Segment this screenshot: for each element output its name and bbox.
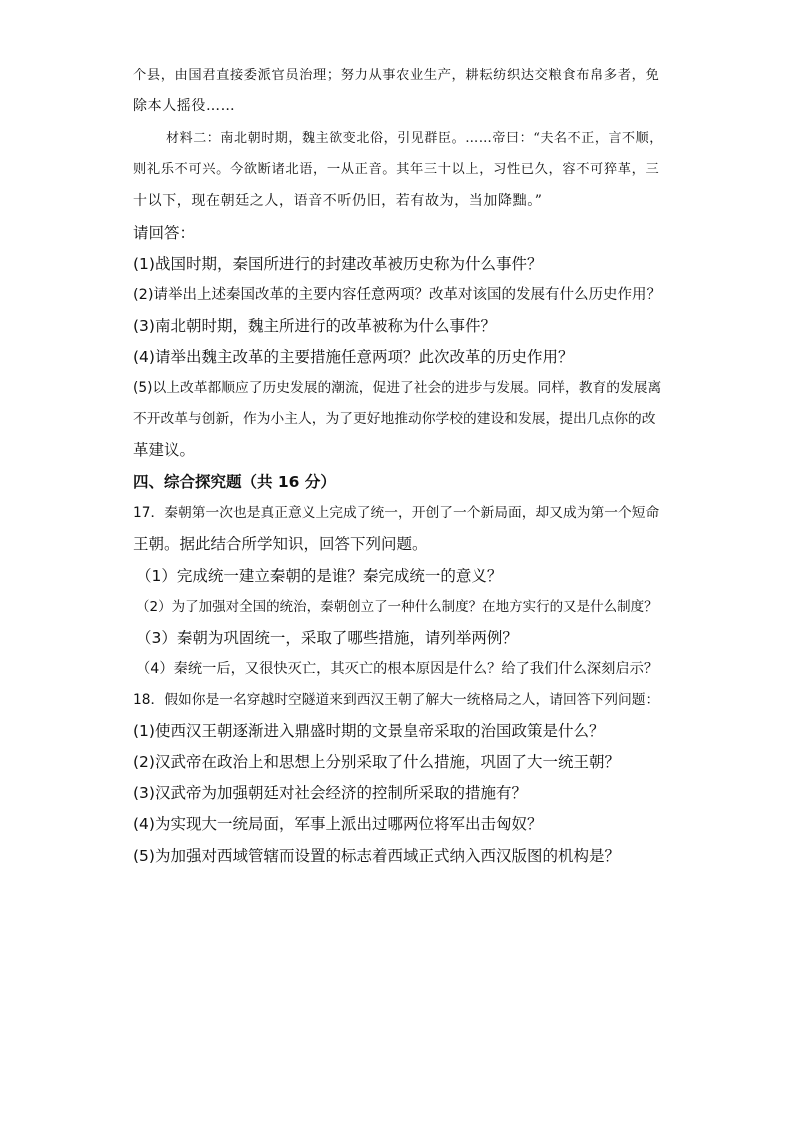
q18-stem: 18．假如你是一名穿越时空隧道来到西汉王朝了解大一统格局之人，请回答下列问题： bbox=[133, 692, 660, 708]
q17-item-2: （2）为了加强对全国的统治，秦朝创立了一种什么制度？在地方实行的又是什么制度？ bbox=[136, 599, 658, 615]
material-two-line-1: 材料二：南北朝时期，魏主欲变北俗，引见群臣。……帝曰：“夫名不正，言不顺， bbox=[166, 131, 663, 146]
q17-stem-line-1: 17．秦朝第一次也是真正意义上完成了统一，开创了一个新局面，却又成为第一个短命 bbox=[133, 505, 660, 521]
q18-item-3: (3)汉武帝为加强朝廷对社会经济的控制所采取的措施有？ bbox=[133, 784, 527, 802]
q18-item-2: (2)汉武帝在政治上和思想上分别采取了什么措施，巩固了大一统王朝？ bbox=[133, 753, 620, 771]
q16-item-3: (3)南北朝时期，魏主所进行的改革被称为什么事件？ bbox=[133, 317, 496, 335]
q17-item-4: （4）秦统一后，又很快灭亡，其灭亡的根本原因是什么？给了我们什么深刻启示？ bbox=[136, 661, 659, 677]
q17-stem-line-2: 王朝。据此结合所学知识，回答下列问题。 bbox=[133, 535, 428, 553]
q18-item-1: (1)使西汉王朝逐渐进入鼎盛时期的文景皇帝采取的治国政策是什么？ bbox=[133, 722, 605, 740]
q16-item-5-line-1: (5)以上改革都顺应了历史发展的潮流，促进了社会的进步与发展。同样，教育的发展离 bbox=[133, 380, 662, 396]
q16-item-5-line-3: 革建议。 bbox=[133, 441, 196, 459]
q18-item-5: (5)为加强对西域管辖而设置的标志着西域正式纳入西汉版图的机构是？ bbox=[133, 847, 620, 865]
q18-item-4: (4)为实现大一统局面，军事上派出过哪两位将军出击匈奴？ bbox=[133, 815, 543, 833]
material-two-line-2: 则礼乐不可兴。今欲断诸北语，一从正音。其年三十以上，习性已久，容不可猝革，三 bbox=[133, 162, 660, 177]
q16-item-1: (1)战国时期，秦国所进行的封建改革被历史称为什么事件？ bbox=[133, 255, 543, 273]
q16-item-5-line-2: 不开改革与创新，作为小主人，为了更好地推动你学校的建设和发展，提出几点你的改 bbox=[133, 411, 656, 427]
material-one-line-2: 除本人摇役…… bbox=[133, 98, 236, 114]
q16-item-2: (2)请举出上述秦国改革的主要内容任意两项？改革对该国的发展有什么历史作用？ bbox=[133, 287, 662, 303]
q16-item-4: (4)请举出魏主改革的主要措施任意两项？此次改革的历史作用？ bbox=[133, 348, 574, 366]
section-heading: 四、综合探究题（共 16 分） bbox=[133, 473, 336, 491]
material-one-line-1: 个县，由国君直接委派官员治理；努力从事农业生产，耕耘纺织达交粮食布帛多者，免 bbox=[133, 68, 660, 83]
material-two-line-3: 十以下，现在朝廷之人，语音不听仍旧，若有故为，当加降黜。” bbox=[133, 193, 543, 209]
q17-item-3: （3）秦朝为巩固统一，采取了哪些措施，请列举两例？ bbox=[136, 629, 518, 647]
answer-prompt: 请回答： bbox=[133, 224, 196, 242]
q17-item-1: （1）完成统一建立秦朝的是谁？秦完成统一的意义？ bbox=[136, 567, 503, 585]
